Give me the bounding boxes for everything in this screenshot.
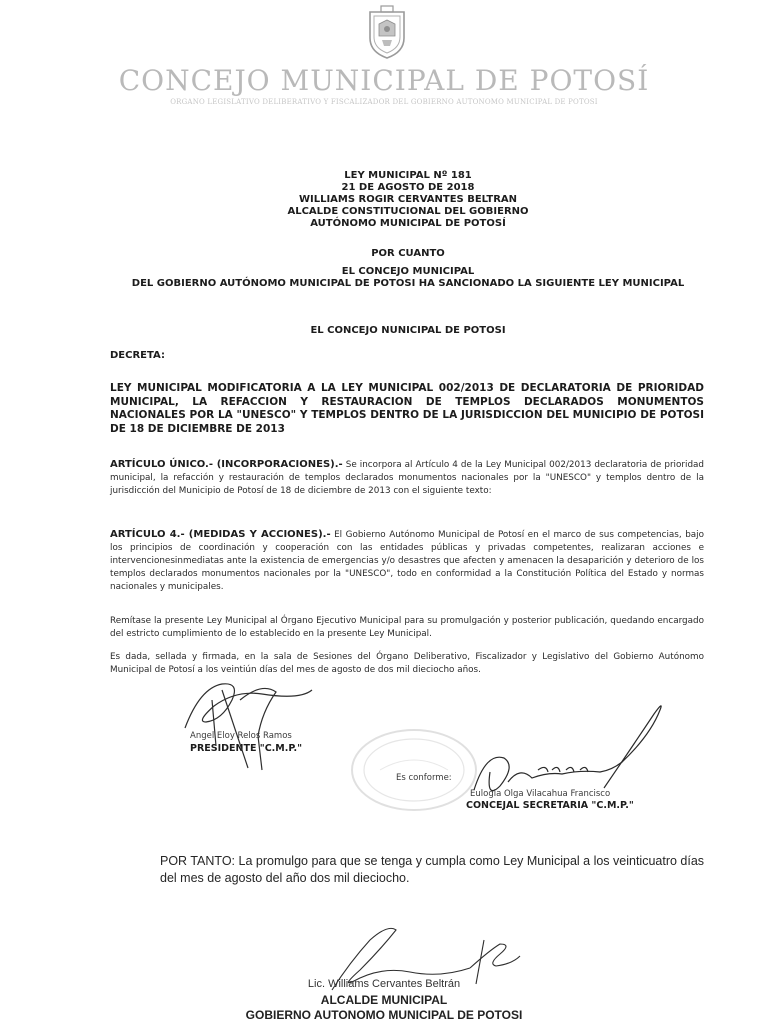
concejo-line-2: DEL GOBIERNO AUTÓNOMO MUNICIPAL DE POTOSI HA SANCIONADO LA SIGUIENTE LEY MUNICIPAL — [131, 278, 685, 289]
por-cuanto-heading: POR CUANTO — [371, 248, 445, 259]
concejo-name-heading: EL CONCEJO NUNICIPAL DE POTOSI — [310, 325, 506, 336]
president-name: Angel Eloy Relos Ramos — [190, 731, 292, 741]
articulo-4-body: El Gobierno Autónomo Municipal de Potosí en el marco de sus competencias, bajo los principios de coordinación y cooperación con las entidades públicas y privadas competentes, realizaran acciones e intervencionesinmediatas ante la existencia de emergencias y/o desastres que afecten y amenacen la desaparición y deterioro de los templos declarados monumentos nacionales por la "UNESCO", todo en conformidad a la Constitución Política del Estado y normas nacionales y municipales. — [110, 530, 704, 592]
mayor-name: Lic. Williams Cervantes Beltrán — [307, 978, 461, 990]
por-tanto-paragraph — [160, 853, 708, 887]
concejo-line-1: EL CONCEJO MUNICIPAL — [341, 266, 475, 277]
municipal-seal-icon — [364, 4, 410, 60]
articulo-unico-paragraph — [110, 458, 704, 498]
mayor-header-name: WILLIAMS ROGIR CERVANTES BELTRAN — [298, 194, 518, 205]
por-tanto-body: La promulgo para que se tenga y cumpla como Ley Municipal a los veinticuatro días del mes de agosto del año dos mil dieciocho. — [160, 854, 705, 885]
council-stamp-icon — [352, 730, 476, 810]
secretary-signature-icon — [474, 706, 661, 791]
law-title: LEY MUNICIPAL MODIFICATORIA A LA LEY MUNICIPAL 002/2013 DE DECLARATORIA DE PRIORIDAD MUNICIPAL, LA REFACCION Y RESTAURACION DE TEMPLOS DECLARADOS MONUMENTOS NACIONALES POR LA "UNESCO" Y TEMPLOS DENTRO DE LA JURISDICCION DEL MUNICIPIO DE POTOSI DE 18 DE DICIEMBRE DE 2013 — [110, 382, 704, 435]
president-signature-icon — [185, 684, 312, 770]
articulo-unico-body: Se incorpora al Artículo 4 de la Ley Municipal 002/2013 declaratoria de prioridad municipal, la refacción y restauración de templos declarados monumentos nacionales por la "UNESCO" y templos dentro de la jurisdicción del Municipio de Potosí de 18 de diciembre de 2013 con el siguiente texto: — [110, 460, 705, 496]
letterhead-title: CONCEJO MUNICIPAL DE POTOSÍ — [118, 64, 650, 97]
concejo-statement — [110, 266, 706, 290]
law-header — [110, 170, 706, 230]
law-number: LEY MUNICIPAL Nº 181 — [344, 170, 472, 181]
mayor-role: ALCALDE MUNICIPAL — [320, 993, 448, 1007]
letterhead-subtitle: ÓRGANO LEGISLATIVO DELIBERATIVO Y FISCALIZADOR DEL GOBIERNO AUTÓNOMO MUNICIPAL DE POTOSÍ — [170, 98, 598, 106]
articulo-4-paragraph — [110, 528, 704, 594]
remitase-paragraph: Remítase la presente Ley Municipal al Órgano Ejecutivo Municipal para su promulgación y posterior publicación, quedando encargado del estricto cumplimiento de lo establecido en la presente Ley Municipal. — [110, 616, 704, 639]
president-role: PRESIDENTE "C.M.P." — [190, 743, 303, 754]
articulo-4-heading: ARTÍCULO 4.- (MEDIDAS Y ACCIONES).- — [110, 529, 331, 540]
mayor-header-role: ALCALDE CONSTITUCIONAL DEL GOBIERNO — [287, 206, 529, 217]
mayor-entity: GOBIERNO AUTONOMO MUNICIPAL DE POTOSI — [245, 1008, 523, 1022]
articulo-unico-heading: ARTÍCULO ÚNICO.- (INCORPORACIONES).- — [110, 459, 343, 470]
secretary-name: Eulogia Olga Vilacahua Francisco — [470, 789, 611, 799]
secretary-role: CONCEJAL SECRETARIA "C.M.P." — [466, 800, 634, 811]
es-conforme-label: Es conforme: — [396, 773, 452, 783]
law-date: 21 DE AGOSTO DE 2018 — [341, 182, 475, 193]
mayor-header-entity: AUTÓNOMO MUNICIPAL DE POTOSÍ — [310, 218, 506, 229]
dada-paragraph: Es dada, sellada y firmada, en la sala de Sesiones del Órgano Deliberativo, Fiscalizador y Legislativo del Gobierno Autónomo Municipal de Potosí a los veintiún días del mes de agosto de dos mil dieciocho años. — [110, 652, 704, 675]
decreta-heading: DECRETA: — [110, 350, 165, 361]
por-tanto-label: POR TANTO: — [160, 854, 236, 868]
